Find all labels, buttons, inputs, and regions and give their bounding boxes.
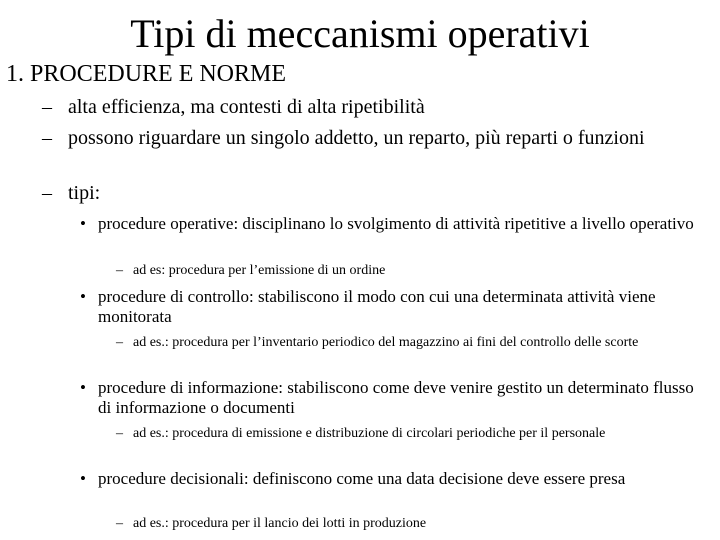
dash-marker: – — [116, 263, 123, 278]
example-text: ad es.: procedura per l’inventario periodico del magazzino ai fini del controllo delle scorte — [133, 335, 639, 350]
example-item — [116, 426, 720, 442]
dash-marker: – — [116, 335, 123, 350]
point-item — [42, 127, 720, 149]
type-text: procedure di informazione: stabiliscono come deve venire gestito un determinato flusso di informazione o documenti — [98, 378, 694, 417]
section-heading: 1. PROCEDURE E NORME — [6, 61, 287, 87]
bullet-marker: • — [80, 469, 86, 488]
dash-marker: – — [116, 426, 123, 441]
type-text: procedure di controllo: stabiliscono il modo con cui una determinata attività viene monitorata — [98, 287, 656, 326]
bullet-marker: • — [80, 214, 86, 233]
type-item — [80, 469, 698, 489]
bullet-marker: • — [80, 287, 86, 306]
type-item — [80, 214, 698, 234]
point-text: possono riguardare un singolo addetto, un reparto, più reparti o funzioni — [68, 127, 645, 149]
bullet-marker: • — [80, 378, 86, 397]
example-item — [116, 263, 720, 279]
point-item — [42, 96, 720, 118]
slide-title: Tipi di meccanismi operativi — [130, 11, 590, 56]
example-text: ad es.: procedura per il lancio dei lotti in produzione — [133, 516, 427, 531]
point-item — [42, 182, 720, 204]
example-item — [116, 516, 720, 532]
type-text: procedure decisionali: definiscono come una data decisione deve essere presa — [98, 469, 626, 488]
dash-marker: – — [116, 516, 123, 531]
type-item — [80, 287, 698, 327]
type-item — [80, 378, 698, 418]
dash-marker: – — [42, 96, 52, 118]
example-item — [116, 335, 720, 351]
point-text: alta efficienza, ma contesti di alta ripetibilità — [68, 96, 425, 118]
type-text: procedure operative: disciplinano lo svolgimento di attività ripetitive a livello operativo — [98, 214, 694, 233]
dash-marker: – — [42, 127, 52, 149]
point-text: tipi: — [68, 182, 101, 204]
dash-marker: – — [42, 182, 52, 204]
example-text: ad es.: procedura di emissione e distribuzione di circolari periodiche per il personale — [133, 426, 606, 441]
example-text: ad es: procedura per l’emissione di un ordine — [133, 263, 386, 278]
